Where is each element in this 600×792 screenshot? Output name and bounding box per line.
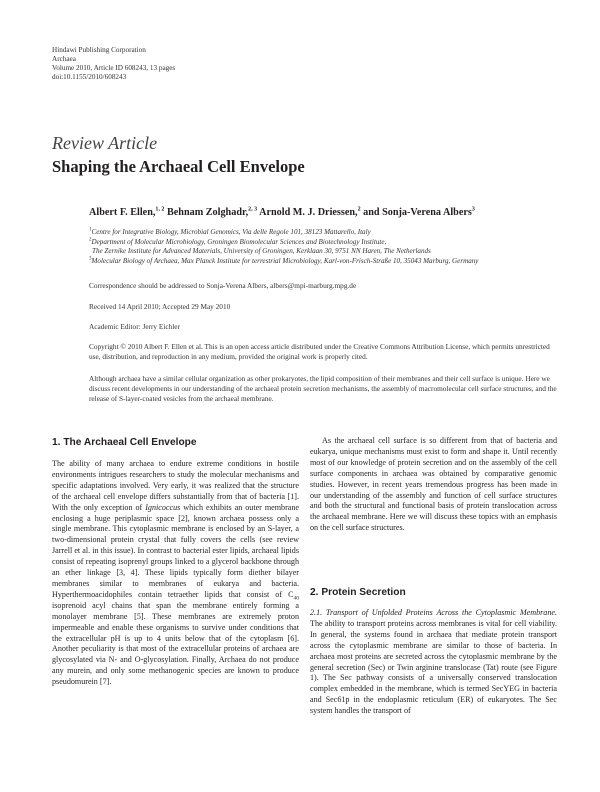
author-affiliation-mark: 3 bbox=[471, 206, 475, 213]
author-name[interactable]: Arnold M. J. Driessen, bbox=[259, 207, 358, 218]
affiliation-number: 3 bbox=[89, 256, 92, 262]
publisher: Hindawi Publishing Corporation bbox=[52, 46, 146, 54]
section-1-heading: 1. The Archaeal Cell Envelope bbox=[52, 437, 197, 448]
doi: doi:10.1155/2010/608243 bbox=[52, 73, 127, 81]
article-type: Review Article bbox=[52, 133, 158, 153]
affiliation-line bbox=[89, 238, 559, 248]
affiliation-text: Centre for Integrative Biology, Microbial Genomics, Via delle Regole 101, 38123 Mattarello, Italy bbox=[91, 228, 371, 236]
author-name[interactable]: and Sonja-Verena Albers bbox=[363, 207, 472, 218]
author-affiliation-mark: 2, 3 bbox=[248, 206, 258, 213]
section-2-heading: 2. Protein Secretion bbox=[310, 587, 406, 598]
volume-info: Volume 2010, Article ID 608243, 13 pages bbox=[52, 64, 176, 72]
abstract: Although archaea have a similar cellular organization as other prokaryotes, the lipid composition of their membranes and their cell surface is unique. Here we discuss recent developments in our understanding of the archaeal protein secretion mechanisms, the assembly of macromolecular cell surface structures, and the release of S-layer-coated vesicles from the archaeal membrane. bbox=[89, 374, 557, 403]
affiliation-line bbox=[89, 247, 559, 257]
affiliation-line bbox=[89, 257, 559, 267]
journal-header bbox=[52, 46, 175, 82]
species-name: Ignicoccus bbox=[145, 502, 181, 512]
section-2-paragraph: 2.1. Transport of Unfolded Proteins Across the Cytoplasmic Membrane. The ability to transport proteins across membranes is vital for cell viability. In general, the systems found in archaea that mediate protein transport across the cytoplasmic membrane are similar to those of bacteria. In archaea most proteins are secreted across the cytoplasmic membrane by the general secretion (Sec) or Twin arginine translocase (Tat) route (see Figure 1). The Sec pathway consists of a universally conserved translocation complex embedded in the membrane, which is termed SecYEG in bacteria and Sec61p in the endoplasmic reticulum (ER) of eukaryotes. The Sec system handles the transport of bbox=[310, 608, 557, 716]
journal-name: Archaea bbox=[52, 55, 76, 63]
dates: Received 14 April 2010; Accepted 29 May 2010 bbox=[89, 302, 231, 311]
section-2-body bbox=[310, 608, 557, 717]
affiliation-line bbox=[89, 228, 559, 238]
affiliation-number: 2 bbox=[89, 237, 92, 243]
affiliation-text: Molecular Biology of Archaea, Max Planck Institute for terrestrial Microbiology, Karl-von-Frisch-Straße 10, 35043 Marburg, Germany bbox=[91, 256, 479, 265]
author-name[interactable]: Behnam Zolghadr, bbox=[166, 207, 249, 218]
affiliation-text: The Zernike Institute for Advanced Materials, University of Groningen, Kerklaan 30, 9751 NN Haren, The Netherlands bbox=[92, 247, 431, 256]
article-title: Shaping the Archaeal Cell Envelope bbox=[52, 157, 305, 176]
right-column bbox=[310, 436, 557, 534]
correspondence: Correspondence should be addressed to Sonja-Verena Albers, albers@mpi-marburg.mpg.de bbox=[89, 281, 357, 290]
copyright: Copyright © 2010 Albert F. Ellen et al. This is an open access article distributed under the Creative Commons Attribution License, which permits unrestricted use, distribution, and reproduction in any medium, provided the original work is properly cited. bbox=[89, 342, 550, 361]
affiliation-text: Department of Molecular Microbiology, Groningen Biomolecular Sciences and Biotechnology Institute, bbox=[91, 237, 387, 246]
author-affiliation-mark: 2 bbox=[357, 206, 361, 213]
author-name[interactable]: Albert F. Ellen, bbox=[89, 207, 156, 218]
academic-editor: Academic Editor: Jerry Eichler bbox=[89, 322, 180, 331]
subsection-heading: 2.1. Transport of Unfolded Proteins Across the Cytoplasmic Membrane. bbox=[310, 608, 557, 617]
author-affiliation-mark: 1, 2 bbox=[155, 206, 165, 213]
left-column bbox=[52, 459, 299, 688]
section-1-paragraph: The ability of many archaea to endure extreme conditions in hostile environments intrigues researchers to study the molecular mechanisms and specific adaptations involved. Very early, it was realized that the structure of the archaeal cell envelope differs substantially from that of bacteria [1]. With the only exception of Ignicoccus which exhibits an outer membrane enclosing a huge periplasmic space [2], known archaea possess only a single membrane. This cytoplasmic membrane is enclosed by an S-layer, a two-dimensional protein crystal that fully covers the cells (see review Jarrell et al. in this issue). In contrast to bacterial ester lipids, archaeal lipids consist of repeating isoprenyl groups linked to a glycerol backbone through an ether linkage [3, 4]. These lipids typically form diether bilayer membranes similar to membranes of eukarya and bacteria. Hyperthermoacidophiles contain tetraether lipids that consist of $C_{40}$ isoprenoid acyl chains that span the membrane entirely forming a monolayer membrane [5]. These membranes are extremely proton impermeable and enable these organisms to survive under conditions that the extracellular pH is up to 4 units below that of the cytoplasm [6]. Another peculiarity is that most of the extracellular proteins of archaea are glycosylated via N- and O-glycosylation. Finally, Archaea do not produce any murein, and only some methanogenic species are known to produce pseudomurein [7]. bbox=[52, 459, 299, 687]
affiliation-number: 1 bbox=[89, 227, 92, 233]
section-1-paragraph-2: As the archaeal cell surface is so different from that of bacteria and eukarya, unique mechanisms must exist to form and shape it. Until recently most of our knowledge of protein secretion and on the assembly of the cell surface components in archaea was obtained by comparative genomic studies. However, in recent years tremendous progress has been made in our understanding of the assembly and function of cell surface structures and both the structural and functional basis of protein translocation across the archaeal membrane. Here we will discuss these topics with an emphasis on the cell surface structures. bbox=[310, 436, 557, 533]
affiliations bbox=[89, 228, 559, 266]
author-list bbox=[89, 207, 475, 218]
